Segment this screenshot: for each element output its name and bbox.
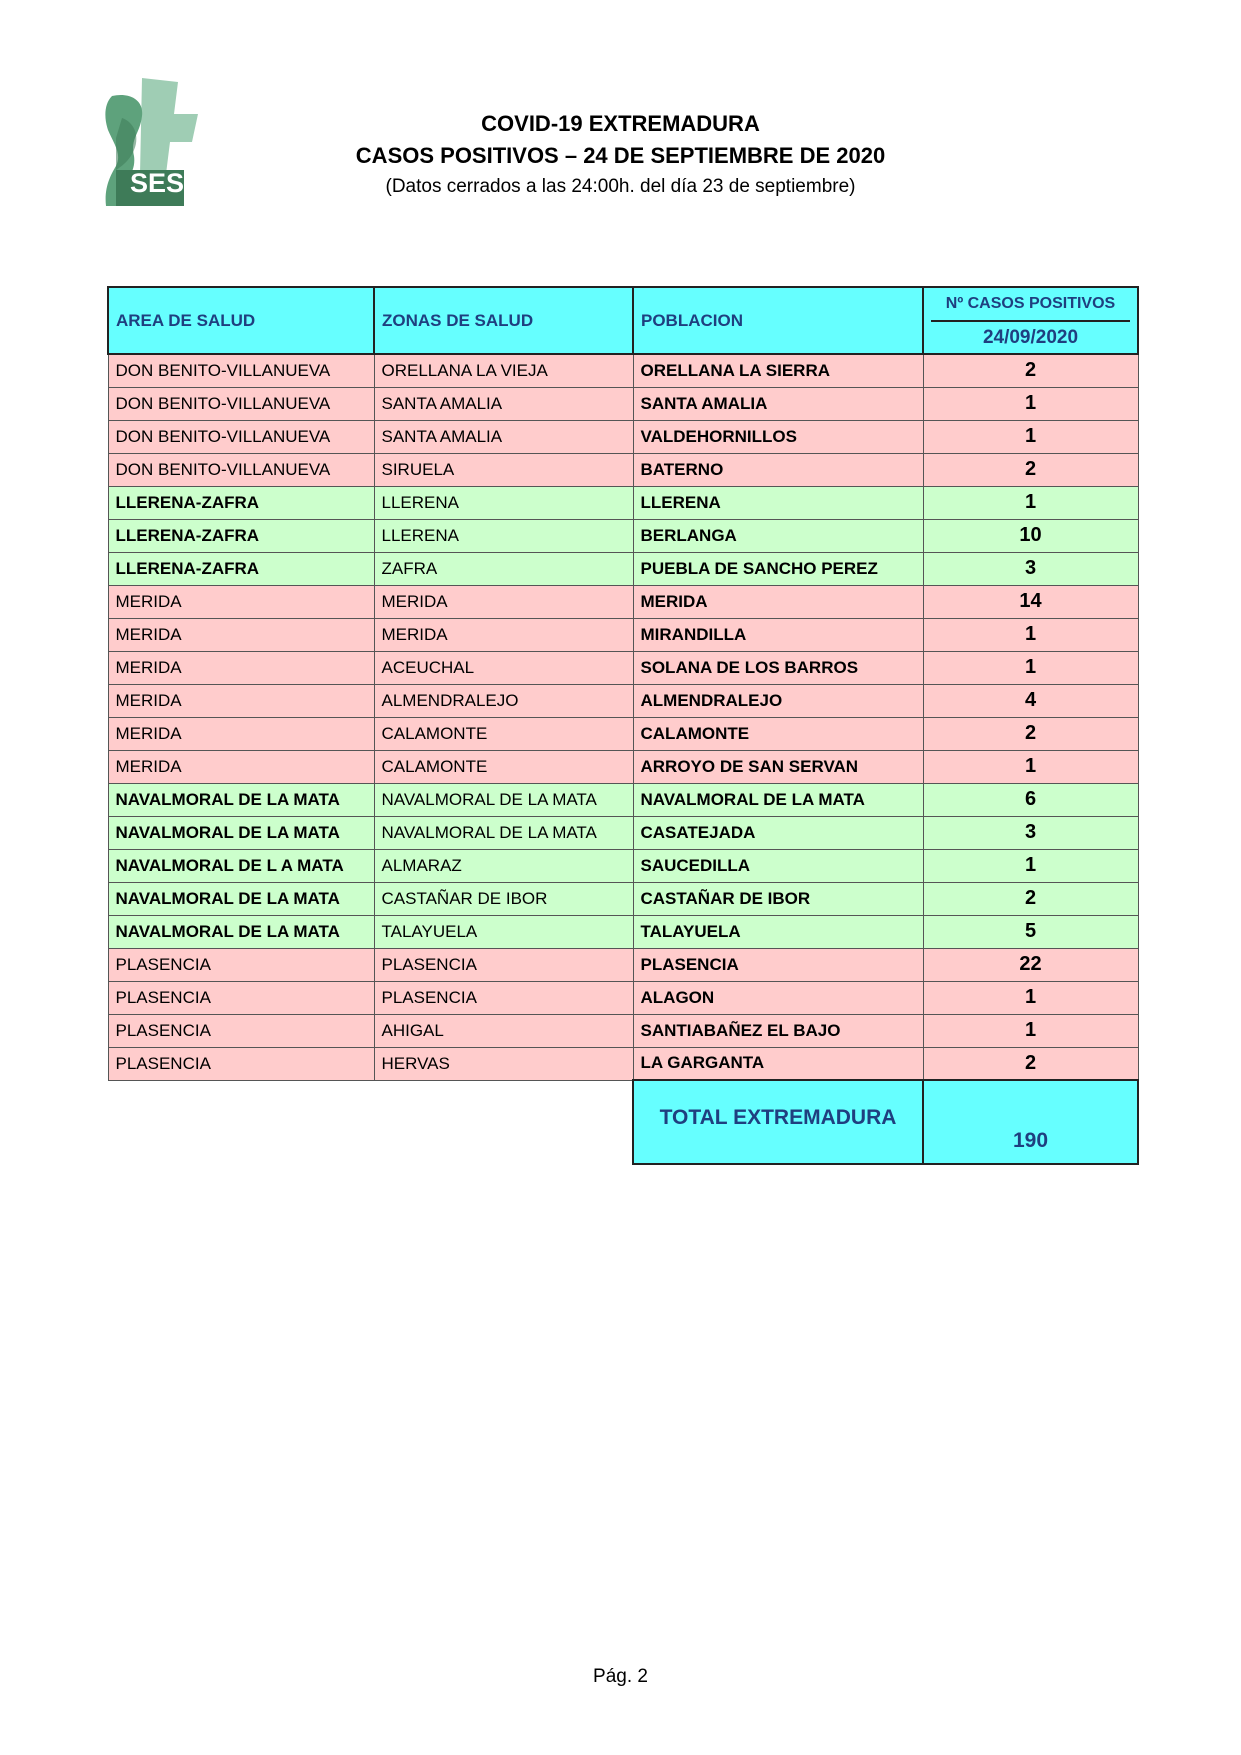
table-row	[108, 519, 1138, 552]
cell-area: MERIDA	[108, 684, 374, 717]
cell-poblacion: PLASENCIA	[633, 948, 923, 981]
cell-area: MERIDA	[108, 651, 374, 684]
table-row	[108, 486, 1138, 519]
cell-area: LLERENA-ZAFRA	[108, 552, 374, 585]
cell-area: MERIDA	[108, 585, 374, 618]
table-row	[108, 420, 1138, 453]
table-row	[108, 354, 1138, 387]
column-header-area: AREA DE SALUD	[108, 287, 374, 354]
cell-zona: TALAYUELA	[374, 915, 633, 948]
document-title: COVID-19 EXTREMADURA	[481, 111, 760, 136]
cell-poblacion: BERLANGA	[633, 519, 923, 552]
table-row	[108, 849, 1138, 882]
cell-zona: MERIDA	[374, 585, 633, 618]
cases-table	[107, 286, 1139, 1165]
cell-area: NAVALMORAL DE LA MATA	[108, 783, 374, 816]
cell-area: NAVALMORAL DE L A MATA	[108, 849, 374, 882]
cell-poblacion: SANTIABAÑEZ EL BAJO	[633, 1014, 923, 1047]
cell-casos: 14	[923, 585, 1138, 618]
cell-casos: 22	[923, 948, 1138, 981]
cell-casos: 4	[923, 684, 1138, 717]
cell-zona: SANTA AMALIA	[374, 420, 633, 453]
table-row	[108, 552, 1138, 585]
cell-area: DON BENITO-VILLANUEVA	[108, 453, 374, 486]
cell-poblacion: PUEBLA DE SANCHO PEREZ	[633, 552, 923, 585]
column-header-casos	[923, 287, 1138, 354]
logo-text: SES	[130, 168, 185, 198]
cell-area: PLASENCIA	[108, 948, 374, 981]
cell-casos: 3	[923, 552, 1138, 585]
cell-area: MERIDA	[108, 750, 374, 783]
data-cutoff-note: (Datos cerrados a las 24:00h. del día 23 de septiembre)	[385, 176, 856, 197]
cell-poblacion: VALDEHORNILLOS	[633, 420, 923, 453]
table-row	[108, 948, 1138, 981]
cell-zona: ALMARAZ	[374, 849, 633, 882]
cell-zona: NAVALMORAL DE LA MATA	[374, 816, 633, 849]
cell-zona: HERVAS	[374, 1047, 633, 1080]
cell-area: NAVALMORAL DE LA MATA	[108, 816, 374, 849]
table-row	[108, 816, 1138, 849]
cell-poblacion: ORELLANA LA SIERRA	[633, 354, 923, 387]
cell-area: MERIDA	[108, 618, 374, 651]
cell-poblacion: LA GARGANTA	[633, 1047, 923, 1080]
cell-area: NAVALMORAL DE LA MATA	[108, 882, 374, 915]
table-row	[108, 618, 1138, 651]
cell-casos: 2	[923, 453, 1138, 486]
cell-area: NAVALMORAL DE LA MATA	[108, 915, 374, 948]
cell-area: PLASENCIA	[108, 1047, 374, 1080]
cell-zona: SIRUELA	[374, 453, 633, 486]
table-row	[108, 651, 1138, 684]
cell-area: DON BENITO-VILLANUEVA	[108, 354, 374, 387]
cell-poblacion: CALAMONTE	[633, 717, 923, 750]
cell-casos: 1	[923, 387, 1138, 420]
cell-casos: 1	[923, 981, 1138, 1014]
cell-zona: LLERENA	[374, 519, 633, 552]
cell-zona: CALAMONTE	[374, 750, 633, 783]
document-subtitle-date: CASOS POSITIVOS – 24 DE SEPTIEMBRE DE 2020	[355, 143, 886, 168]
cell-casos: 2	[923, 354, 1138, 387]
table-row	[108, 717, 1138, 750]
cell-poblacion: MERIDA	[633, 585, 923, 618]
cell-casos: 2	[923, 1047, 1138, 1080]
table-row	[108, 453, 1138, 486]
cell-zona: PLASENCIA	[374, 948, 633, 981]
cell-zona: ALMENDRALEJO	[374, 684, 633, 717]
cell-poblacion: SANTA AMALIA	[633, 387, 923, 420]
cell-poblacion: BATERNO	[633, 453, 923, 486]
table-row	[108, 684, 1138, 717]
table-row	[108, 882, 1138, 915]
cell-poblacion: CASTAÑAR DE IBOR	[633, 882, 923, 915]
total-label: TOTAL EXTREMADURA	[633, 1080, 923, 1164]
table-row	[108, 1047, 1138, 1080]
cell-area: MERIDA	[108, 717, 374, 750]
cell-poblacion: NAVALMORAL DE LA MATA	[633, 783, 923, 816]
cell-casos: 1	[923, 1014, 1138, 1047]
cell-casos: 1	[923, 750, 1138, 783]
cell-zona: ZAFRA	[374, 552, 633, 585]
cell-zona: LLERENA	[374, 486, 633, 519]
column-header-poblacion: POBLACION	[633, 287, 923, 354]
cell-zona: PLASENCIA	[374, 981, 633, 1014]
table-row	[108, 783, 1138, 816]
cell-zona: CALAMONTE	[374, 717, 633, 750]
table-row	[108, 750, 1138, 783]
cell-poblacion: CASATEJADA	[633, 816, 923, 849]
page-number: Pág. 2	[593, 1666, 648, 1687]
cell-poblacion: ALMENDRALEJO	[633, 684, 923, 717]
cell-poblacion: TALAYUELA	[633, 915, 923, 948]
cell-casos: 1	[923, 618, 1138, 651]
cell-casos: 2	[923, 717, 1138, 750]
cell-area: LLERENA-ZAFRA	[108, 519, 374, 552]
cell-casos: 3	[923, 816, 1138, 849]
column-header-casos-date: 24/09/2020	[982, 327, 1079, 348]
table-row	[108, 981, 1138, 1014]
cell-zona: CASTAÑAR DE IBOR	[374, 882, 633, 915]
cell-zona: ACEUCHAL	[374, 651, 633, 684]
table-row	[108, 1014, 1138, 1047]
table-header-row	[108, 287, 1138, 354]
cell-casos: 1	[923, 849, 1138, 882]
cell-zona: SANTA AMALIA	[374, 387, 633, 420]
cell-zona: MERIDA	[374, 618, 633, 651]
cell-area: PLASENCIA	[108, 1014, 374, 1047]
cell-area: LLERENA-ZAFRA	[108, 486, 374, 519]
cell-casos: 1	[923, 420, 1138, 453]
cell-poblacion: MIRANDILLA	[633, 618, 923, 651]
cell-casos: 1	[923, 651, 1138, 684]
cell-area: PLASENCIA	[108, 981, 374, 1014]
table-row	[108, 387, 1138, 420]
table-row	[108, 915, 1138, 948]
total-value: 190	[923, 1080, 1138, 1164]
column-header-casos-label: Nº CASOS POSITIVOS	[931, 288, 1130, 322]
cell-casos: 10	[923, 519, 1138, 552]
cell-poblacion: SOLANA DE LOS BARROS	[633, 651, 923, 684]
cell-poblacion: ALAGON	[633, 981, 923, 1014]
cell-poblacion: LLERENA	[633, 486, 923, 519]
cell-zona: AHIGAL	[374, 1014, 633, 1047]
cell-zona: NAVALMORAL DE LA MATA	[374, 783, 633, 816]
column-header-zona: ZONAS DE SALUD	[374, 287, 633, 354]
cell-area: DON BENITO-VILLANUEVA	[108, 420, 374, 453]
cell-poblacion: SAUCEDILLA	[633, 849, 923, 882]
cell-casos: 5	[923, 915, 1138, 948]
cell-casos: 2	[923, 882, 1138, 915]
cell-poblacion: ARROYO DE SAN SERVAN	[633, 750, 923, 783]
cell-zona: ORELLANA LA VIEJA	[374, 354, 633, 387]
cell-casos: 1	[923, 486, 1138, 519]
cell-area: DON BENITO-VILLANUEVA	[108, 387, 374, 420]
cell-casos: 6	[923, 783, 1138, 816]
total-row	[108, 1080, 1138, 1164]
table-row	[108, 585, 1138, 618]
total-row-spacer	[108, 1080, 633, 1164]
